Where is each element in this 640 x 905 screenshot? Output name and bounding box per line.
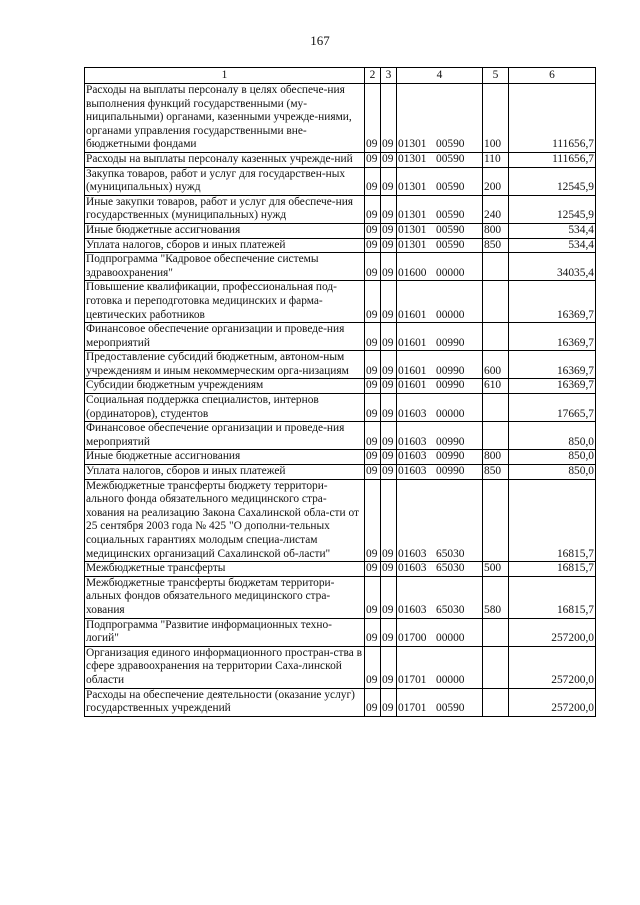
page-number: 167 [310,33,330,48]
row-subsection-cell: 09 [381,688,397,716]
target-article-program: 01603 [398,407,427,420]
row-amount-cell: 16369,7 [509,379,596,394]
target-article-program: 01603 [398,562,427,575]
table-header-row [85,68,596,84]
row-section-cell: 09 [365,238,381,253]
target-article-direction: 00590 [436,238,465,251]
table-row [85,84,596,153]
row-subsection-cell: 09 [381,646,397,688]
row-amount-cell: 850,0 [509,422,596,450]
row-subsection-cell: 09 [381,422,397,450]
row-expense-type-cell: 200 [483,167,509,195]
row-subsection-cell: 09 [381,195,397,223]
row-section-cell: 09 [365,195,381,223]
row-section-cell: 09 [365,323,381,351]
target-article-direction: 65030 [436,603,465,616]
row-amount-cell: 12545,9 [509,195,596,223]
target-article-direction: 00590 [436,152,465,165]
row-section-cell: 09 [365,253,381,281]
row-section-cell: 09 [365,576,381,618]
row-amount-cell: 16369,7 [509,323,596,351]
target-article-direction: 00000 [436,308,465,321]
row-target-article-cell [397,323,483,351]
row-name-cell: Уплата налогов, сборов и иных платежей [85,238,365,253]
row-subsection-cell: 09 [381,167,397,195]
target-article-program: 01603 [398,603,427,616]
row-expense-type-cell: 800 [483,450,509,465]
row-name-cell: Иные бюджетные ассигнования [85,223,365,238]
row-amount-cell: 111656,7 [509,84,596,153]
row-subsection-cell: 09 [381,281,397,323]
row-name-cell: Повышение квалификации, профессиональная под-готовка и переподготовка медицинских и фарма-цевтических работников [85,281,365,323]
target-article-direction: 00990 [436,336,465,349]
row-amount-cell: 850,0 [509,465,596,480]
row-amount-cell: 534,4 [509,238,596,253]
row-amount-cell: 16369,7 [509,351,596,379]
header-col-3: 3 [381,68,397,84]
header-col-1: 1 [85,68,365,84]
row-expense-type-cell: 850 [483,238,509,253]
target-article-program: 01601 [398,379,427,392]
row-section-cell: 09 [365,379,381,394]
row-amount-cell: 850,0 [509,450,596,465]
row-section-cell: 09 [365,450,381,465]
row-target-article-cell [397,195,483,223]
target-article-direction: 65030 [436,547,465,560]
row-section-cell: 09 [365,394,381,422]
row-target-article-cell [397,646,483,688]
table-row [85,450,596,465]
row-target-article-cell [397,253,483,281]
row-name-cell: Иные закупки товаров, работ и услуг для обеспече-ния государственных (муниципальных) нужд [85,195,365,223]
row-target-article-cell [397,223,483,238]
row-subsection-cell: 09 [381,323,397,351]
table-row [85,253,596,281]
row-expense-type-cell [483,323,509,351]
row-amount-cell: 16369,7 [509,281,596,323]
table-row [85,394,596,422]
row-section-cell: 09 [365,351,381,379]
row-expense-type-cell [483,479,509,562]
row-target-article-cell [397,576,483,618]
target-article-program: 01701 [398,673,427,686]
target-article-direction: 00590 [436,138,465,151]
row-name-cell: Подпрограмма "Кадровое обеспечение системы здравоохранения" [85,253,365,281]
row-target-article-cell [397,167,483,195]
target-article-direction: 00990 [436,435,465,448]
target-article-program: 01301 [398,238,427,251]
row-name-cell: Социальная поддержка специалистов, интернов (ординаторов), студентов [85,394,365,422]
target-article-direction: 00000 [436,673,465,686]
row-subsection-cell: 09 [381,379,397,394]
row-section-cell: 09 [365,422,381,450]
target-article-direction: 00590 [436,223,465,236]
row-subsection-cell: 09 [381,618,397,646]
target-article-direction: 00990 [436,379,465,392]
table-row [85,562,596,577]
row-expense-type-cell [483,688,509,716]
target-article-program: 01301 [398,138,427,151]
row-section-cell: 09 [365,562,381,577]
row-expense-type-cell [483,618,509,646]
row-expense-type-cell [483,422,509,450]
row-subsection-cell: 09 [381,152,397,167]
table-row [85,646,596,688]
target-article-program: 01301 [398,181,427,194]
table-row [85,465,596,480]
row-section-cell: 09 [365,646,381,688]
target-article-program: 01600 [398,266,427,279]
row-amount-cell: 257200,0 [509,688,596,716]
table-row [85,167,596,195]
row-name-cell: Межбюджетные трансферты бюджету территори-ального фонда обязательного медицинского стра-хования на реализацию Закона Сахалинской обла-сти от 25 сентября 2003 года № 425 "О дополни-тельных социальных гарантиях молодым специа-листам медицинских организаций Сахалинской об-ласти" [85,479,365,562]
row-subsection-cell: 09 [381,479,397,562]
header-col-6: 6 [509,68,596,84]
row-subsection-cell: 09 [381,84,397,153]
row-section-cell: 09 [365,688,381,716]
row-name-cell: Межбюджетные трансферты бюджетам территори-альных фондов обязательного медицинского стра-хования [85,576,365,618]
row-name-cell: Расходы на выплаты персоналу в целях обеспече-ния выполнения функций государственными (му-ниципальными) органами, казенными учрежде-ниями, органами управления государственными вне-бюджетными фондами [85,84,365,153]
table-row [85,323,596,351]
target-article-program: 01601 [398,308,427,321]
target-article-direction: 00000 [436,407,465,420]
row-expense-type-cell: 600 [483,351,509,379]
table-row [85,479,596,562]
target-article-direction: 00590 [436,209,465,222]
header-col-5: 5 [483,68,509,84]
row-expense-type-cell: 580 [483,576,509,618]
table-row [85,576,596,618]
row-amount-cell: 257200,0 [509,646,596,688]
row-target-article-cell [397,238,483,253]
row-expense-type-cell: 110 [483,152,509,167]
target-article-direction: 00590 [436,702,465,715]
row-expense-type-cell: 800 [483,223,509,238]
row-name-cell: Иные бюджетные ассигнования [85,450,365,465]
row-name-cell: Финансовое обеспечение организации и проведе-ния мероприятий [85,422,365,450]
row-name-cell: Расходы на выплаты персоналу казенных учрежде-ний [85,152,365,167]
table-row [85,223,596,238]
row-target-article-cell [397,379,483,394]
row-target-article-cell [397,465,483,480]
target-article-direction: 00990 [436,450,465,463]
row-expense-type-cell: 850 [483,465,509,480]
row-name-cell: Расходы на обеспечение деятельности (оказание услуг) государственных учреждений [85,688,365,716]
row-section-cell: 09 [365,281,381,323]
row-target-article-cell [397,688,483,716]
row-target-article-cell [397,479,483,562]
row-expense-type-cell: 240 [483,195,509,223]
row-section-cell: 09 [365,84,381,153]
row-target-article-cell [397,394,483,422]
target-article-program: 01603 [398,450,427,463]
row-expense-type-cell [483,253,509,281]
target-article-direction: 00990 [436,364,465,377]
row-section-cell: 09 [365,152,381,167]
row-target-article-cell [397,281,483,323]
row-subsection-cell: 09 [381,465,397,480]
target-article-direction: 00000 [436,632,465,645]
row-name-cell: Уплата налогов, сборов и иных платежей [85,465,365,480]
row-target-article-cell [397,450,483,465]
row-target-article-cell [397,152,483,167]
target-article-direction: 65030 [436,562,465,575]
target-article-program: 01601 [398,364,427,377]
header-col-2: 2 [365,68,381,84]
row-section-cell: 09 [365,479,381,562]
target-article-direction: 00990 [436,465,465,478]
target-article-program: 01301 [398,209,427,222]
target-article-program: 01700 [398,632,427,645]
row-subsection-cell: 09 [381,351,397,379]
row-name-cell: Подпрограмма "Развитие информационных техно-логий" [85,618,365,646]
row-expense-type-cell: 610 [483,379,509,394]
row-amount-cell: 16815,7 [509,562,596,577]
row-amount-cell: 534,4 [509,223,596,238]
row-section-cell: 09 [365,167,381,195]
target-article-direction: 00590 [436,181,465,194]
table-row [85,688,596,716]
row-name-cell: Закупка товаров, работ и услуг для государствен-ных (муниципальных) нужд [85,167,365,195]
target-article-program: 01603 [398,465,427,478]
table-row [85,351,596,379]
table-row [85,238,596,253]
row-target-article-cell [397,422,483,450]
row-section-cell: 09 [365,223,381,238]
target-article-program: 01701 [398,702,427,715]
row-subsection-cell: 09 [381,450,397,465]
row-target-article-cell [397,351,483,379]
row-name-cell: Организация единого информационного простран-ства в сфере здравоохранения на территории Саха-линской области [85,646,365,688]
row-subsection-cell: 09 [381,253,397,281]
row-target-article-cell [397,562,483,577]
table-row [85,422,596,450]
row-name-cell: Финансовое обеспечение организации и проведе-ния мероприятий [85,323,365,351]
row-expense-type-cell [483,281,509,323]
table-row [85,195,596,223]
row-target-article-cell [397,84,483,153]
row-subsection-cell: 09 [381,238,397,253]
row-expense-type-cell [483,646,509,688]
row-section-cell: 09 [365,465,381,480]
row-expense-type-cell [483,394,509,422]
row-amount-cell: 16815,7 [509,479,596,562]
target-article-program: 01601 [398,336,427,349]
row-amount-cell: 34035,4 [509,253,596,281]
row-amount-cell: 12545,9 [509,167,596,195]
target-article-program: 01301 [398,152,427,165]
row-target-article-cell [397,618,483,646]
row-section-cell: 09 [365,618,381,646]
row-subsection-cell: 09 [381,394,397,422]
row-name-cell: Межбюджетные трансферты [85,562,365,577]
row-name-cell: Предоставление субсидий бюджетным, автоном-ным учреждениям и иным некоммерческим орга-низациям [85,351,365,379]
target-article-direction: 00000 [436,266,465,279]
row-subsection-cell: 09 [381,562,397,577]
header-col-4: 4 [397,68,483,84]
target-article-program: 01603 [398,547,427,560]
row-name-cell: Субсидии бюджетным учреждениям [85,379,365,394]
table-row [85,152,596,167]
table-row [85,379,596,394]
budget-table [84,67,596,717]
row-subsection-cell: 09 [381,223,397,238]
row-amount-cell: 16815,7 [509,576,596,618]
table-row [85,281,596,323]
row-amount-cell: 111656,7 [509,152,596,167]
table-row [85,618,596,646]
row-expense-type-cell: 500 [483,562,509,577]
row-expense-type-cell: 100 [483,84,509,153]
target-article-program: 01603 [398,435,427,448]
row-amount-cell: 257200,0 [509,618,596,646]
target-article-program: 01301 [398,223,427,236]
row-amount-cell: 17665,7 [509,394,596,422]
row-subsection-cell: 09 [381,576,397,618]
